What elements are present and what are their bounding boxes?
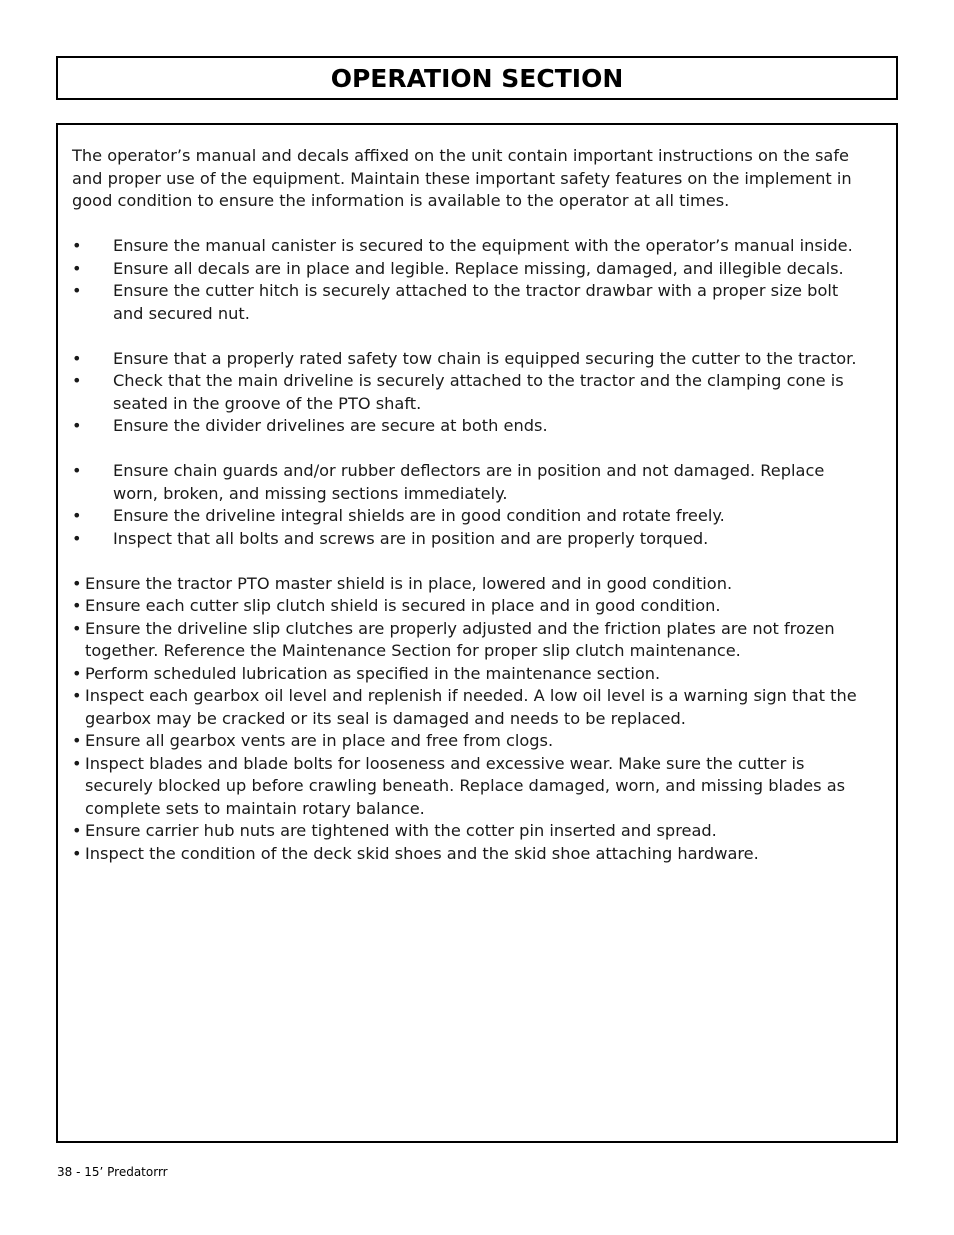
list-item-text: Check that the main driveline is securely attached to the tractor and the clamping cone is seated in the groove of the PTO shaft. [113, 371, 844, 413]
intro-paragraph: The operator’s manual and decals affixed on the unit contain important instructions on the safe and proper use of the equipment. Maintain these important safety features on the implement in good condition to ensure the information is available to the operator at all times. [72, 146, 852, 210]
list-item-text: Ensure each cutter slip clutch shield is secured in place and in good condition. [85, 596, 721, 615]
spacer [72, 550, 872, 573]
list-item [72, 415, 872, 438]
page-title: OPERATION SECTION [330, 63, 624, 93]
list-item-text: Ensure the driveline slip clutches are properly adjusted and the friction plates are not frozen together. Reference the Maintenance Section for proper slip clutch maintenance. [85, 618, 835, 660]
list-item-text: Ensure that a properly rated safety tow chain is equipped securing the cutter to the tractor. [113, 348, 857, 368]
bullet-icon: • [72, 416, 82, 435]
bullet-icon: • [72, 461, 82, 480]
bullet-icon: • [72, 753, 82, 773]
list-item-text: Inspect each gearbox oil level and replenish if needed. A low oil level is a warning sign that the gearbox may be cracked or its seal is damaged and needs to be replaced. [85, 686, 857, 728]
list-item-text: Ensure the cutter hitch is securely attached to the tractor drawbar with a proper size bolt and secured nut. [113, 281, 839, 323]
list-item-text: Ensure carrier hub nuts are tightened with the cotter pin inserted and spread. [85, 821, 717, 840]
list-item [72, 528, 872, 551]
list-item-text: Ensure the tractor PTO master shield is in place, lowered and in good condition. [85, 573, 733, 593]
list-item-text: Ensure chain guards and/or rubber deflectors are in position and not damaged. Replace worn, broken, and missing sections immediately. [113, 461, 825, 503]
bullet-group-1 [72, 235, 872, 325]
list-item [72, 573, 872, 596]
list-item [72, 595, 872, 618]
bullet-icon: • [72, 236, 82, 255]
bullet-icon: • [72, 686, 82, 705]
bullet-icon: • [72, 731, 82, 750]
list-item [72, 370, 872, 415]
list-item-text: Inspect the condition of the deck skid shoes and the skid shoe attaching hardware. [85, 843, 759, 863]
spacer [72, 325, 872, 348]
bullet-group-3 [72, 460, 872, 550]
list-item [72, 753, 872, 821]
bullet-icon: • [72, 258, 82, 278]
spacer [72, 438, 872, 461]
list-item-text: Ensure the driveline integral shields are in good condition and rotate freely. [113, 506, 725, 525]
list-item [72, 618, 872, 663]
list-item-text: Ensure all gearbox vents are in place and free from clogs. [85, 731, 554, 750]
list-item-text: Perform scheduled lubrication as specified in the maintenance section. [85, 663, 661, 683]
bullet-icon: • [72, 663, 82, 683]
list-item [72, 685, 872, 730]
bullet-icon: • [72, 371, 82, 390]
page-footer: 38 - 15’ Predatorrr [57, 1165, 168, 1179]
list-item [72, 258, 872, 281]
bullet-icon: • [72, 596, 82, 615]
spacer [72, 213, 872, 236]
list-item-text: Inspect blades and blade bolts for looseness and excessive wear. Make sure the cutter is securely blocked up before crawling beneath. Replace damaged, worn, and missing blades as complete sets to maintain rotary balance. [85, 753, 846, 818]
bullet-icon: • [72, 573, 82, 593]
content-body [72, 145, 872, 865]
list-item-text: Inspect that all bolts and screws are in position and are properly torqued. [113, 528, 709, 548]
content-box [56, 123, 898, 1143]
bullet-icon: • [72, 618, 82, 638]
list-item [72, 280, 872, 325]
list-item [72, 460, 872, 505]
list-item [72, 820, 872, 843]
list-item [72, 663, 872, 686]
bullet-icon: • [72, 281, 82, 300]
bullet-icon: • [72, 348, 82, 368]
bullet-group-2 [72, 348, 872, 438]
list-item-text: Ensure the divider drivelines are secure at both ends. [113, 416, 548, 435]
list-item-text: Ensure the manual canister is secured to the equipment with the operator’s manual inside. [113, 236, 853, 255]
section-header [56, 56, 898, 100]
list-item [72, 505, 872, 528]
list-item [72, 843, 872, 866]
bullet-group-4 [72, 573, 872, 866]
list-item-text: Ensure all decals are in place and legible. Replace missing, damaged, and illegible decals. [113, 258, 844, 278]
bullet-icon: • [72, 528, 82, 548]
list-item [72, 348, 872, 371]
bullet-icon: • [72, 821, 82, 840]
list-item [72, 730, 872, 753]
list-item [72, 235, 872, 258]
bullet-icon: • [72, 506, 82, 525]
bullet-icon: • [72, 843, 82, 863]
